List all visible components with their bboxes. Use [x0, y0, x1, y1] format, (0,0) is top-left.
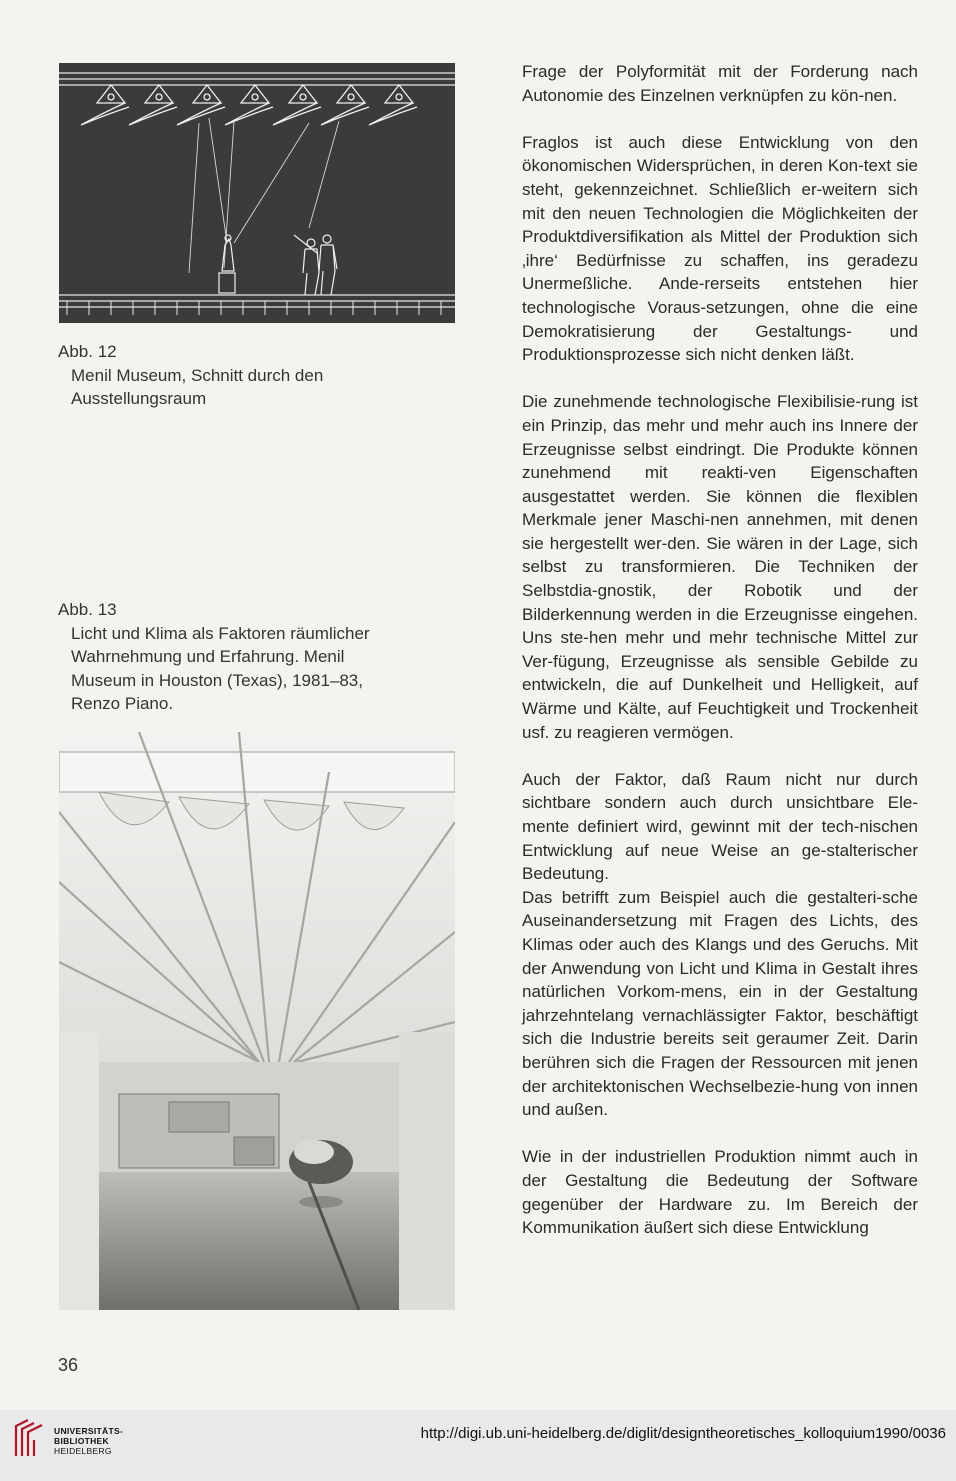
- body-paragraph-1: Frage der Polyformität mit der Forderung nach Autonomie des Einzelnen verknüpfen zu kön-nen.: [522, 62, 918, 105]
- figure-12-caption: [58, 340, 458, 411]
- figure-13-interior-photo: [59, 732, 455, 1310]
- page-number: 36: [58, 1355, 79, 1375]
- figure-13-caption-text: Licht und Klima als Faktoren räumlicher Wahrnehmung und Erfahrung. Menil Museum in Houston (Texas), 1981–83, Renzo Piano.: [71, 623, 370, 714]
- source-url-link[interactable]: http://digi.ub.uni-heidelberg.de/diglit/designtheoretisches_kolloquium1990/0036: [420, 1425, 946, 1442]
- figure-12-number: Abb. 12: [58, 342, 117, 361]
- library-line-2: BIBLIOTHEK: [54, 1436, 109, 1446]
- body-paragraph-2: Fraglos ist auch diese Entwicklung von den ökonomischen Widersprüchen, in deren Kon-text sie steht, gekennzeichnet. Schließlich er-weitern sich mit den neuen Technologien die Möglichkeiten der Produktdiversifikation als Mittel der Produktion sich ‚ihre‘ Bedürfnisse zu schaffen, ins geradezu Unermeßliche. Ande-rerseits entstehen hier technologische Voraus-setzungen, ohne die eine Demokratisierung der Gestaltungs- und Produktionsprozesse sich nicht denken läßt.: [522, 132, 918, 365]
- figure-12-section-drawing: [59, 63, 455, 323]
- library-line-3: HEIDELBERG: [54, 1446, 112, 1456]
- body-text-column: [522, 60, 918, 1240]
- body-paragraph-3: Die zunehmende technologische Flexibilisie-rung ist ein Prinzip, das mehr und mehr auch ins Innere der Erzeugnisse selbst eindringt. Die Produkte können zunehmend mit reakti-ven Eigenschaften ausgestattet werden. Sie können die flexiblen Merkmale jener Maschi-nen annehmen, mit denen sie hergestellt wer-den. Sie wären in der Lage, sich selbst zu transformieren. Die Techniken der Selbstdia-gnostik, der Robotik und der Bilderkennung werden in die Erzeugnisse eingehen. Uns ste-hen mehr und mehr technische Mittel zur Ver-fügung, Erzeugnisse als sensible Gebilde zu entwickeln, die auf Dunkelheit und Helligkeit, auf Wärme und Kälte, auf Feuchtigkeit und Trockenheit usf. zu reagieren vermögen.: [522, 392, 918, 742]
- library-line-1: UNIVERSITÄTS-: [54, 1426, 124, 1436]
- library-logo-icon: [12, 1418, 46, 1458]
- body-paragraph-6: Wie in der industriellen Produktion nimmt auch in der Gestaltung die Bedeutung der Software gegenüber der Hardware zu. Im Bereich der Kommunikation äußert sich diese Entwicklung: [522, 1147, 918, 1238]
- library-name: [54, 1426, 123, 1456]
- footer-bar: [0, 1410, 956, 1481]
- figure-13-number: Abb. 13: [58, 600, 117, 619]
- figure-12-caption-text: Menil Museum, Schnitt durch den Ausstellungsraum: [71, 365, 324, 409]
- body-paragraph-5: Das betrifft zum Beispiel auch die gestalteri-sche Auseinandersetzung mit Fragen des Lichts, des Klimas oder auch des Klangs und des Geruchs. Mit der Anwendung von Licht und Klima in Gestalt ihres natürlichen Vorkom-mens, ein in der Gestaltung jahrzehntelang vernachlässigter Faktor, beschäftigt sich die Industrie bereits seit geraumer Zeit. Darin berühren sich die Fragen der Ressourcen mit jenen der architektonischen Wechselbezie-hung von innen und außen.: [522, 887, 918, 1120]
- museum-interior-photograph: [59, 732, 455, 1310]
- body-paragraph-4: Auch der Faktor, daß Raum nicht nur durch sichtbare sondern auch durch unsichtbare Ele-mente definiert wird, gewinnt mit der tech-nischen Entwicklung auf neue Weise an ge-stalterischer Bedeutung.: [522, 769, 918, 884]
- figure-13-caption: [58, 598, 458, 716]
- section-drawing-illustration: [59, 63, 455, 323]
